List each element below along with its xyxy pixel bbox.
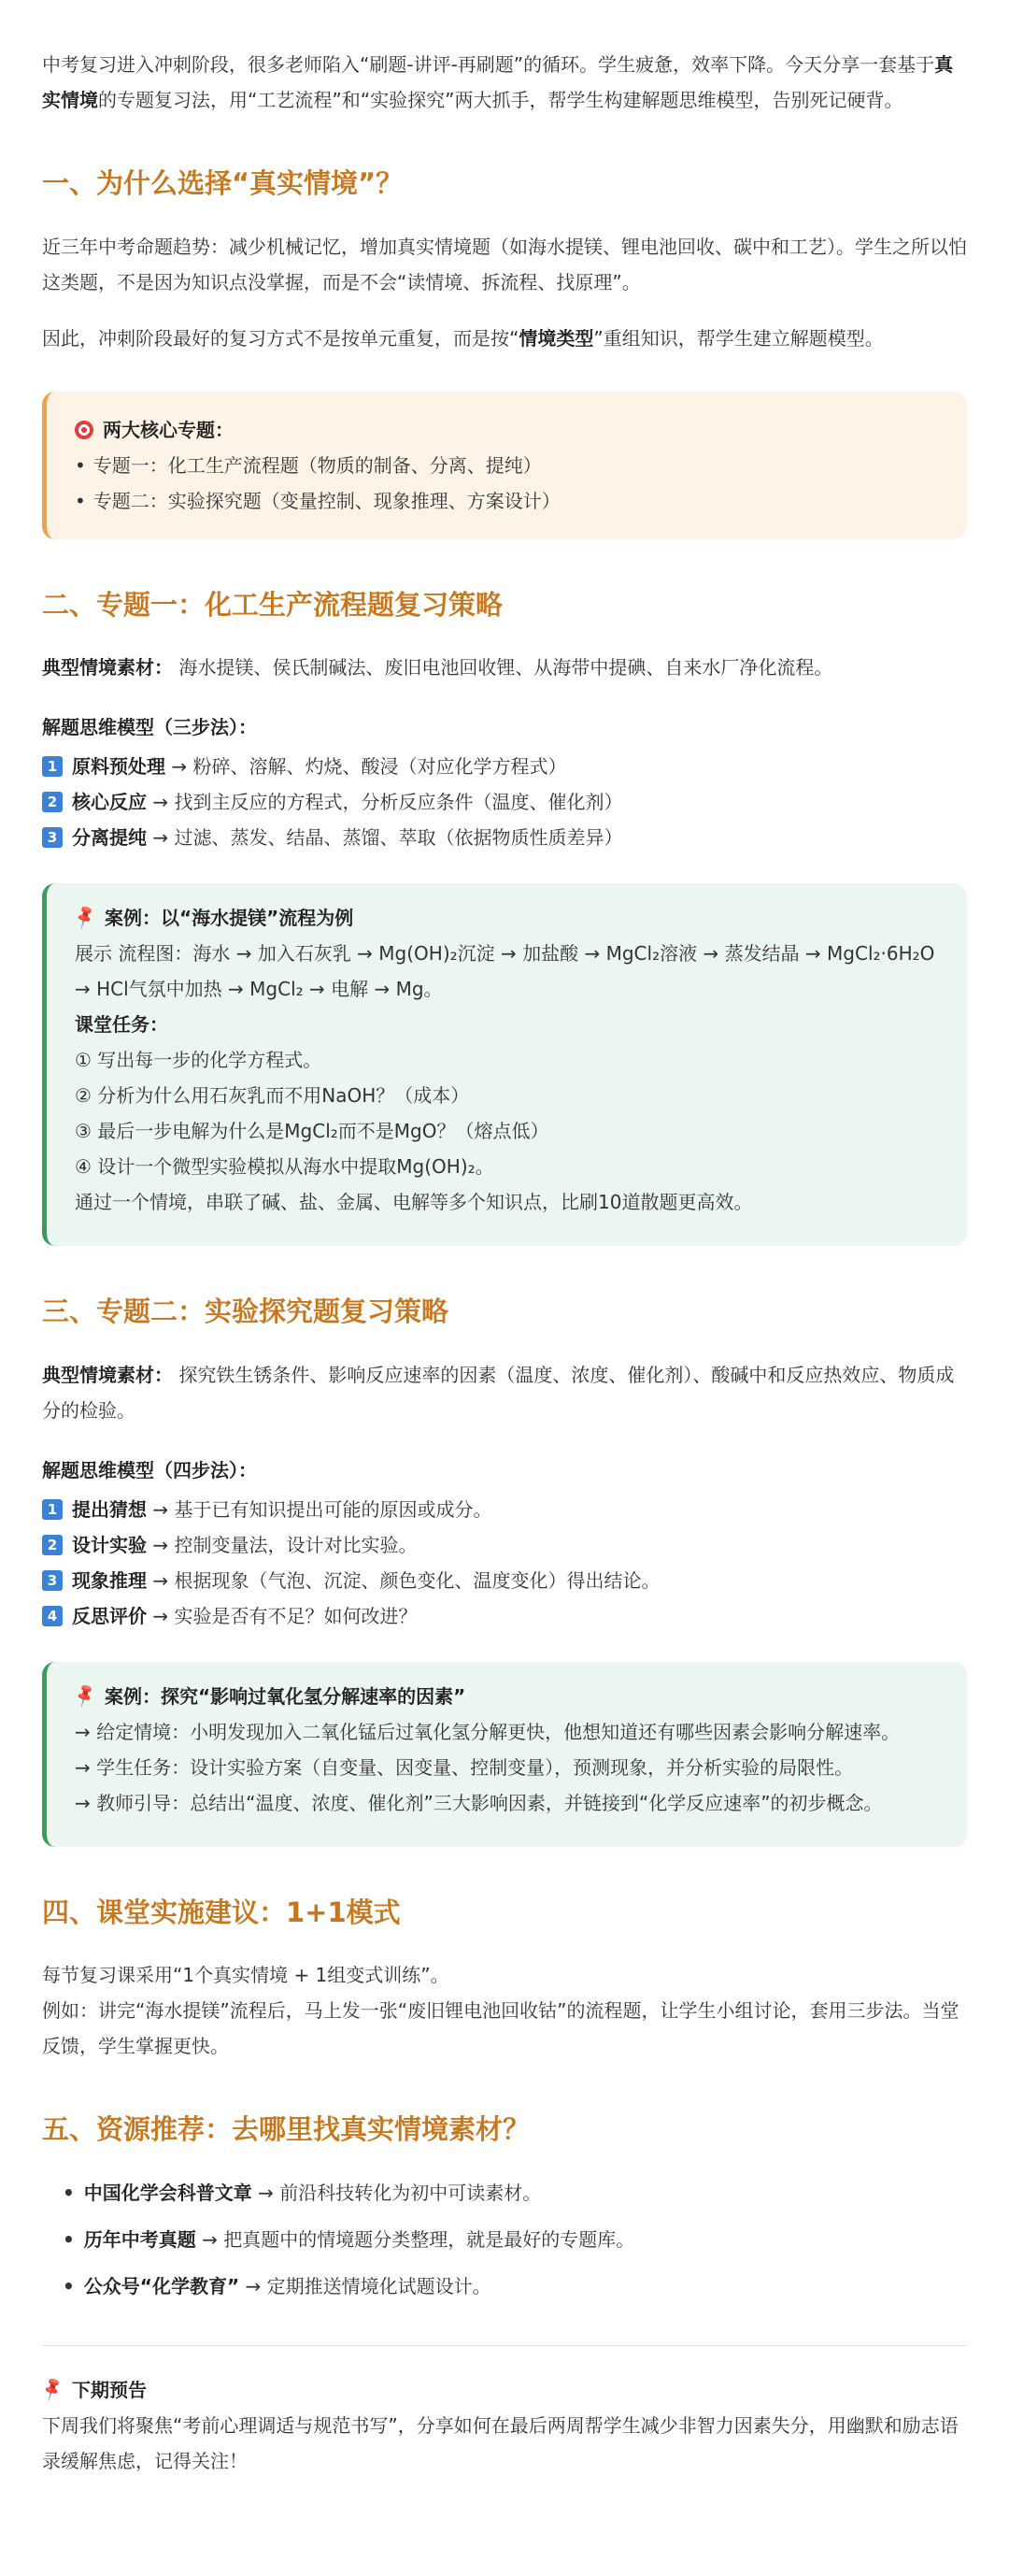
callout-title: 📌 案例：以“海水提镁”流程为例 [70, 903, 354, 932]
step-item: 1 提出猜想 → 基于已有知识提出可能的原因或成分。 [42, 1492, 967, 1527]
pushpin-icon: 📌 [70, 903, 99, 932]
keycap-number-icon: 3 [42, 1570, 63, 1591]
case-callout-h2o2 [42, 1662, 967, 1847]
resource-item: • 历年中考真题 → 把真题中的情境题分类整理，就是最好的专题库。 [42, 2222, 967, 2257]
section-3-heading: 三、专题二：实验探究题复习策略 [42, 1295, 449, 1328]
task-item: ① 写出每一步的化学方程式。 [75, 1049, 322, 1072]
section-2-heading: 二、专题一：化工生产流程题复习策略 [42, 588, 504, 621]
section-4-paragraph-2: 例如：讲完“海水提镁”流程后，马上发一张“废旧锂电池回收钴”的流程题，让学生小组讨论，套用三步法。当堂反馈，学生掌握更快。 [42, 1999, 959, 2058]
case-line: → 给定情境：小明发现加入二氧化锰后过氧化氢分解更快，他想知道还有哪些因素会影响分解速率。 [75, 1720, 901, 1743]
section-3-model-label: 解题思维模型（四步法）： [42, 1458, 257, 1481]
callout-title: 两大核心专题： [75, 412, 939, 448]
task-item: ③ 最后一步电解为什么是MgCl₂而不是MgO？（熔点低） [75, 1120, 549, 1143]
section-1-heading: 一、为什么选择“真实情境”？ [42, 167, 404, 199]
section-2-materials: 典型情境素材： 海水提镁、侯氏制碱法、废旧电池回收锂、从海带中提碘、自来水厂净化流程。 [42, 656, 833, 680]
step-item: 1 原料预处理 → 粉碎、溶解、灼烧、酸浸（对应化学方程式） [42, 749, 967, 784]
task-item: ④ 设计一个微型实验模拟从海水中提取Mg(OH)₂。 [75, 1155, 494, 1179]
keycap-number-icon: 4 [42, 1606, 63, 1626]
step-item: 4 反思评价 → 实验是否有不足？如何改进？ [42, 1598, 967, 1634]
pushpin-icon: 📌 [70, 1682, 99, 1710]
task-label: 课堂任务： [75, 1013, 168, 1037]
resource-item: • 公众号“化学教育” → 定期推送情境化试题设计。 [42, 2268, 967, 2304]
target-icon [75, 421, 93, 439]
section-4-paragraph-1: 每节复习课采用“1个真实情境 + 1组变式训练”。 [42, 1964, 449, 1987]
core-topics-callout [42, 392, 967, 539]
case-line: → 学生任务：设计实验方案（自变量、因变量、控制变量），预测现象，并分析实验的局限性。 [75, 1755, 854, 1779]
next-preview-text: 下周我们将聚焦“考前心理调适与规范书写”，分享如何在最后两周帮学生减少非智力因素失分，用幽默和励志语录缓解焦虑，记得关注！ [42, 2413, 959, 2472]
resource-item: • 中国化学会科普文章 → 前沿科技转化为初中可读素材。 [42, 2175, 967, 2211]
section-2-model-label: 解题思维模型（三步法）： [42, 716, 257, 739]
section-1-paragraph-1: 近三年中考命题趋势：减少机械记忆，增加真实情境题（如海水提镁、锂电池回收、碳中和工艺）。学生之所以怕这类题，不是因为知识点没掌握，而是不会“读情境、拆流程、找原理”。 [42, 235, 967, 293]
keycap-number-icon: 2 [42, 1535, 63, 1555]
keycap-number-icon: 2 [42, 792, 63, 812]
step-item: 3 现象推理 → 根据现象（气泡、沉淀、颜色变化、温度变化）得出结论。 [42, 1563, 967, 1598]
callout-title: 📌 案例：探究“影响过氧化氢分解速率的因素” [70, 1682, 466, 1710]
section-5-heading: 五、资源推荐：去哪里找真实情境素材？ [42, 2113, 531, 2146]
keycap-number-icon: 1 [42, 1499, 63, 1520]
keycap-number-icon: 3 [42, 827, 63, 848]
section-1-paragraph-2: 因此，冲刺阶段最好的复习方式不是按单元重复，而是按“情境类型”重组知识，帮学生建立解题模型。 [42, 326, 884, 350]
case-summary: 通过一个情境，串联了碱、盐、金属、电解等多个知识点，比刷10道散题更高效。 [75, 1191, 753, 1214]
section-4-heading: 四、课堂实施建议：1+1模式 [42, 1896, 401, 1928]
flow-description: 展示 流程图：海水 → 加入石灰乳 → Mg(OH)₂沉淀 → 加盐酸 → MgCl₂溶液 → 蒸发结晶 → MgCl₂·6H₂O → HCl气氛中加热 → MgCl₂ → 电解 → Mg。 [75, 942, 935, 1001]
list-item: • 专题二：实验探究题（变量控制、现象推理、方案设计） [75, 483, 939, 519]
intro-paragraph: 中考复习进入冲刺阶段，很多老师陷入“刷题-讲评-再刷题”的循环。学生疲惫，效率下降。今天分享一套基于真实情境的专题复习法，用“工艺流程”和“实验探究”两大抓手，帮学生构建解题思维模型，告别死记硬背。 [42, 53, 954, 111]
section-3-materials: 典型情境素材： 探究铁生锈条件、影响反应速率的因素（温度、浓度、催化剂）、酸碱中和反应热效应、物质成分的检验。 [42, 1363, 955, 1422]
next-preview-title: 📌 下期预告 [37, 2375, 147, 2404]
list-item: • 专题一：化工生产流程题（物质的制备、分离、提纯） [75, 448, 939, 483]
step-item: 3 分离提纯 → 过滤、蒸发、结晶、蒸馏、萃取（依据物质性质差异） [42, 820, 967, 855]
task-item: ② 分析为什么用石灰乳而不用NaOH？（成本） [75, 1084, 470, 1108]
divider [42, 2345, 967, 2346]
case-line: → 教师引导：总结出“温度、浓度、催化剂”三大影响因素，并链接到“化学反应速率”的初步概念。 [75, 1791, 883, 1814]
keycap-number-icon: 1 [42, 756, 63, 777]
step-item: 2 核心反应 → 找到主反应的方程式，分析反应条件（温度、催化剂） [42, 784, 967, 820]
pushpin-icon: 📌 [37, 2375, 66, 2404]
step-item: 2 设计实验 → 控制变量法，设计对比实验。 [42, 1527, 967, 1563]
case-callout-magnesium [42, 883, 967, 1246]
